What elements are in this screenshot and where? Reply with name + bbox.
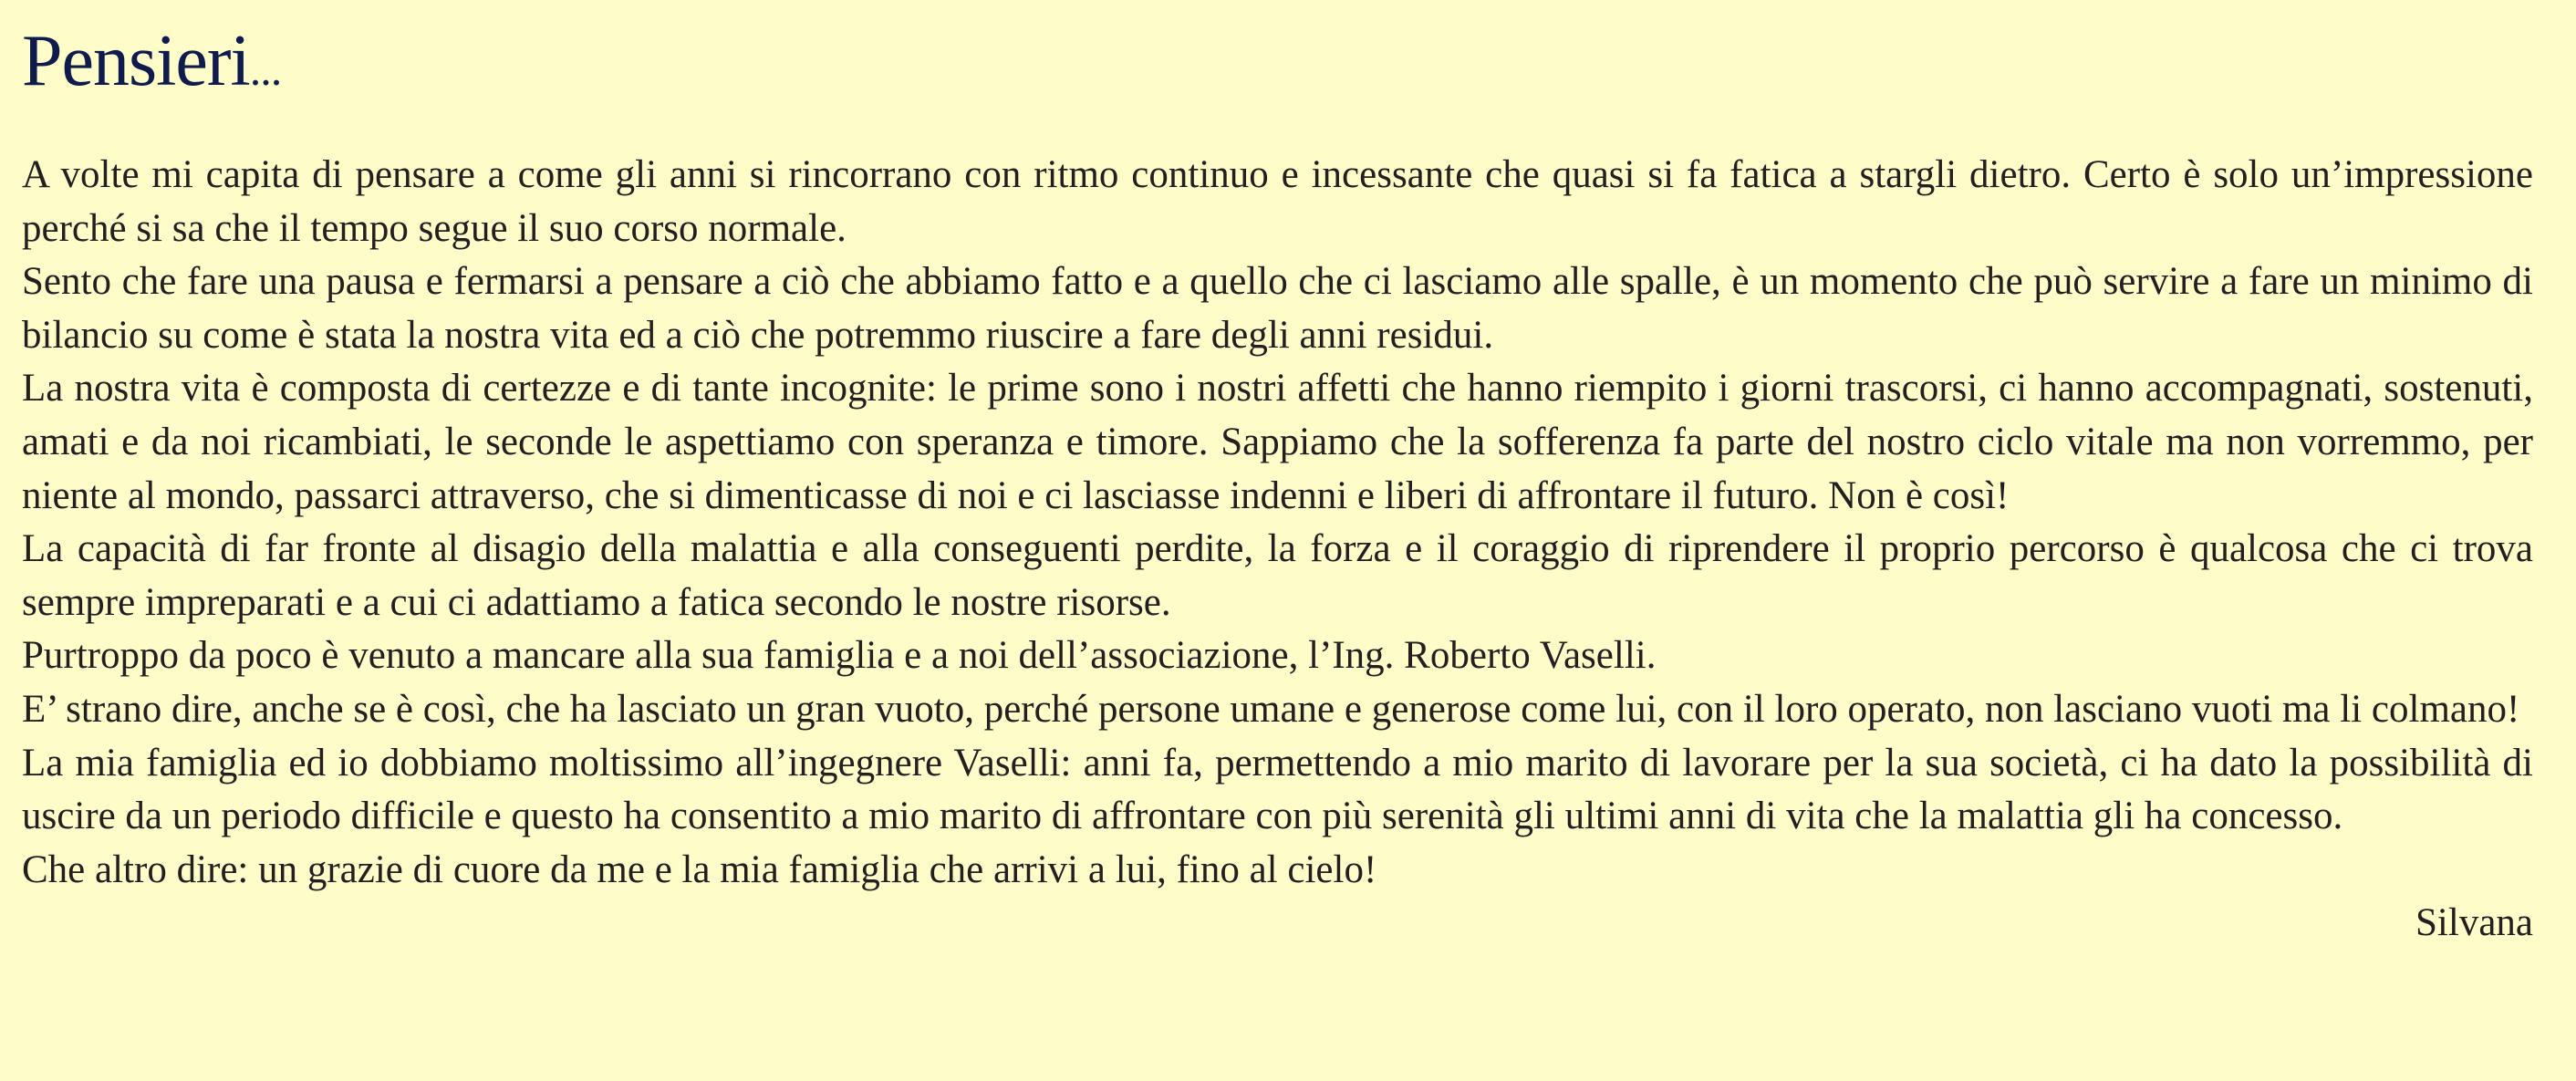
paragraph: A volte mi capita di pensare a come gli anni si rincorrano con ritmo continuo e incessante che quasi si fa fatica a stargli dietro. Certo è solo un’impressione perché si sa che il tempo segue il suo corso normale. [22, 153, 2533, 250]
paragraph: La mia famiglia ed io dobbiamo moltissimo all’ingegnere Vaselli: anni fa, permettendo a mio marito di lavorare per la sua società, ci ha dato la possibilità di uscire da un periodo difficile e questo ha consentito a mio marito di affrontare con più serenità gli ultimi anni di vita che la malattia gli ha concesso. [22, 741, 2533, 838]
page-title [22, 13, 2533, 118]
paragraph: La nostra vita è composta di certezze e di tante incognite: le prime sono i nostri affetti che hanno riempito i giorni trascorsi, ci hanno accompagnati, sostenuti, amati e da noi ricambiati, le seconde le aspettiamo con speranza e timore. Sappiamo che la sofferenza fa parte del nostro ciclo vitale ma non vorremmo, per niente al mondo, passarci attraverso, che si dimenticasse di noi e ci lasciasse indenni e liberi di affrontare il futuro. Non è così! [22, 367, 2533, 517]
article-body [22, 149, 2533, 950]
paragraph: La capacità di far fronte al disagio della malattia e alla conseguenti perdite, la forza e il coraggio di riprendere il proprio percorso è qualcosa che ci trova sempre impreparati e a cui ci adattiamo a fatica secondo le nostre risorse. [22, 527, 2533, 624]
page-title-text: Pensieri [22, 21, 250, 101]
paragraph: Purtroppo da poco è venuto a mancare alla sua famiglia e a noi dell’associazione, l’Ing. Roberto Vaselli. [22, 634, 1657, 678]
page-title-ellipsis: ... [249, 44, 282, 95]
paragraph: E’ strano dire, anche se è così, che ha lasciato un gran vuoto, perché persone umane e generose come lui, con il loro operato, non lasciano vuoti ma li colmano! [22, 687, 2520, 731]
paragraph: Sento che fare una pausa e fermarsi a pensare a ciò che abbiamo fatto e a quello che ci lasciamo alle spalle, è un momento che può servire a fare un minimo di bilancio su come è stata la nostra vita ed a ciò che potremmo riuscire a fare degli anni residui. [22, 260, 2533, 357]
author-signature: Silvana [2415, 901, 2533, 945]
paragraph: Che altro dire: un grazie di cuore da me e la mia famiglia che arrivi a lui, fino al cielo! [22, 847, 1377, 891]
